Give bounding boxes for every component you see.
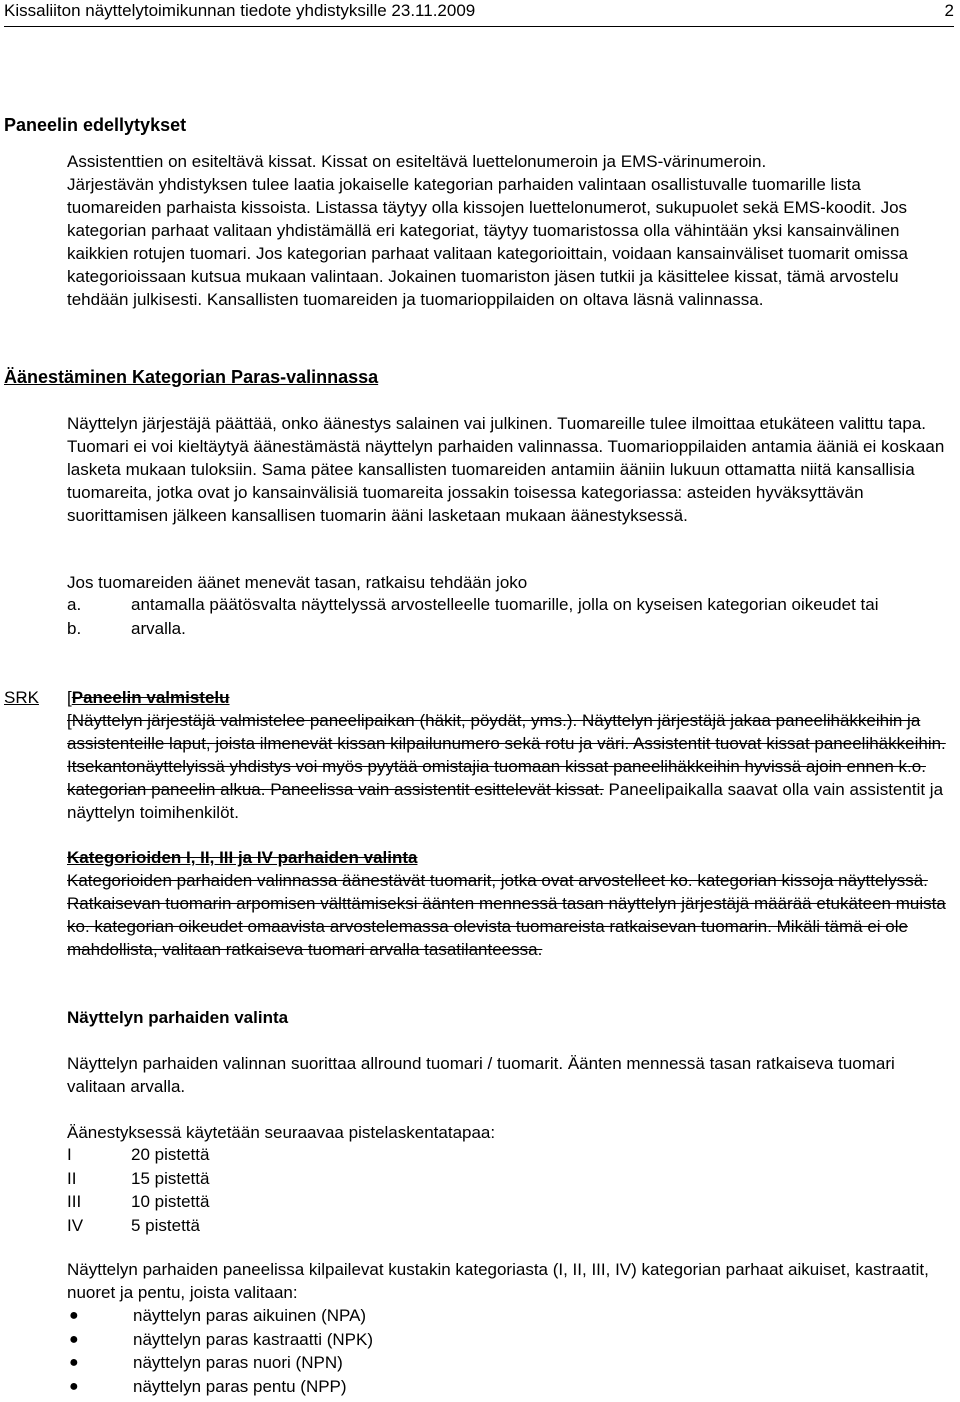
scoring-list: [67, 1143, 957, 1237]
list-item: [67, 1143, 957, 1167]
list-marker: a.: [67, 595, 82, 614]
bullet-text: näyttelyn paras pentu (NPP): [133, 1376, 347, 1396]
heading-panel-prep-text: Paneelin valmistelu: [71, 688, 230, 707]
normal-text: Paneelipaikalla saavat olla vain assistentit ja näyttelyn toimihenkilöt.: [67, 780, 944, 822]
paragraph-voting: Näyttelyn järjestäjä päättää, onko äänestys salainen vai julkinen. Tuomareille tulee ilmoittaa etukäteen valittu tapa. Tuomari ei voi kieltäytyä äänestämästä näyttelyn parhaiden valinnassa. Tuomarioppilaiden antamia ääniä ei koskaan lasketa mukaan tuloksiin. Sama pätee kansallisten tuomareiden antamiin ääniin lukuun ottamatta niitä kansallisia tuomareita, jotka ovat jo kansainvälisiä tuomareita jossakin toisessa kategoriassa: asteiden hyväksyttävän suorittamisen jälkeen kansallisen tuomarin ääni lasketaan mukaan äänestyksessä.: [67, 414, 945, 525]
list-text: antamalla päätösvalta näyttelyssä arvostelleelle tuomarille, jolla on kyseisen kategorian oikeudet tai: [131, 595, 879, 614]
heading-panel-prep: [67, 686, 957, 709]
list-marker: b.: [67, 618, 82, 638]
bullet-list: [67, 1304, 957, 1398]
page-header: [4, 0, 954, 27]
paragraph-competitors: Näyttelyn parhaiden paneelissa kilpailevat kustakin kategoriasta (I, II, III, IV) kategorian parhaat aikuiset, kastraatit, nuoret ja pentu, joista valitaan:: [67, 1260, 929, 1302]
bullet-icon: ●: [69, 1377, 79, 1395]
points-value: 10 pistettä: [131, 1192, 210, 1211]
paragraph-panel-prep: [67, 709, 957, 824]
paragraph-scoring-intro: Äänestyksessä käytetään seuraavaa pistelaskentatapaa:: [67, 1123, 496, 1142]
heading-voting: Äänestäminen Kategorian Paras-valinnassa: [4, 367, 379, 387]
document-title: Kissaliiton näyttelytoimikunnan tiedote yhdistyksille 23.11.2009: [4, 1, 476, 20]
margin-note-srk: SRK: [4, 688, 39, 707]
heading-show-best: Näyttelyn parhaiden valinta: [67, 1008, 289, 1027]
paragraph-tie-intro: Jos tuomareiden äänet menevät tasan, ratkaisu tehdään joko: [67, 573, 528, 592]
list-item: [67, 1214, 957, 1238]
points-value: 5 pistettä: [131, 1215, 200, 1235]
page-number: 2: [944, 1, 954, 20]
points-value: 20 pistettä: [131, 1145, 210, 1164]
points-value: 15 pistettä: [131, 1168, 210, 1188]
list-text: arvalla.: [131, 618, 186, 638]
list-item: [67, 1190, 957, 1214]
paragraph-assistants: Assistenttien on esiteltävä kissat. Kissat on esiteltävä luettelonumeroin ja EMS-värinumeroin.: [67, 152, 767, 171]
bracket-mark: [: [67, 688, 72, 707]
rank-label: IV: [67, 1215, 84, 1235]
paragraph-judge-list: Järjestävän yhdistyksen tulee laatia jokaiselle kategorian parhaiden valintaan osallistuvalle tuomarille lista tuomareiden parhaista kissoista. Listassa täytyy olla kissojen luettelonumerot, sukupuolet sekä EMS-koodit. Jos kategorian parhaat valitaan yhdistämällä eri kategoriat, täytyy tuomaristossa olla vähintään yksi kansainvälinen kaikkien rotujen tuomari. Jos kategorian parhaat valitaan kategorioittain, voidaan kansainväliset tuomarit omissa kategorioissaan kutsua mukaan valintaan. Jokainen tuomariston jäsen tutkii ja käsittelee kissat, tämä arvostelu tehdään julkisesti. Kansallisten tuomareiden ja tuomarioppilaiden on oltava läsnä valinnassa.: [67, 175, 909, 309]
bullet-text: näyttelyn paras nuori (NPN): [133, 1353, 343, 1372]
bullet-icon: ●: [69, 1330, 79, 1348]
tie-options-list: [67, 593, 957, 640]
list-item: [67, 1375, 957, 1399]
rank-label: II: [67, 1168, 77, 1188]
paragraph-category-best: Kategorioiden parhaiden valinnassa äänestävät tuomarit, jotka ovat arvostelleet ko. kategorian kissoja näyttelyssä. Ratkaisevan tuomarin arpomisen välttämiseksi äänten mennessä tasan näyttelyn järjestäjä määrää etukäteen muista ko. kategorian oikeudet omaavista arvostelemassa olevista tuomareista ratkaisevan tuomarin. Mikäli tämä ei ole mahdollista, valitaan ratkaiseva tuomari arvalla tasatilanteessa.: [67, 871, 946, 959]
paragraph-show-best: Näyttelyn parhaiden valinnan suorittaa allround tuomari / tuomarit. Äänten mennessä tasan ratkaiseva tuomari valitaan arvalla.: [67, 1054, 895, 1096]
heading-panel-requirements: Paneelin edellytykset: [4, 115, 187, 135]
struck-text: [Näyttelyn järjestäjä valmistelee paneelipaikan (häkit, pöydät, yms.). Näyttelyn järjestäjä jakaa paneelihäkkeihin ja assistenteille laput, joista ilmenevät kissan kilpailunumero sekä rotu ja väri. Assistentit tuovat kissat paneelihäkkeihin. Itsekantonäyttelyissä yhdistys voi myös pyytää omistajia tuomaan kissat paneelihäkkeihin hyvissä ajoin ennen k.o. kategorian paneelin alkua. Paneelissa vain assistentit esittelevät kissat.: [67, 711, 946, 799]
rank-label: I: [67, 1145, 72, 1164]
list-item: [67, 1328, 957, 1352]
bullet-icon: ●: [69, 1307, 79, 1324]
list-item: [67, 617, 957, 641]
list-item: [67, 1304, 957, 1328]
bullet-text: näyttelyn paras aikuinen (NPA): [133, 1306, 367, 1325]
bullet-text: näyttelyn paras kastraatti (NPK): [133, 1329, 373, 1349]
list-item: [67, 1351, 957, 1375]
rank-label: III: [67, 1192, 82, 1211]
list-item: [67, 1167, 957, 1191]
bullet-icon: ●: [69, 1354, 79, 1371]
heading-category-best: Kategorioiden I, II, III ja IV parhaiden valinta: [67, 848, 418, 867]
list-item: [67, 593, 957, 617]
